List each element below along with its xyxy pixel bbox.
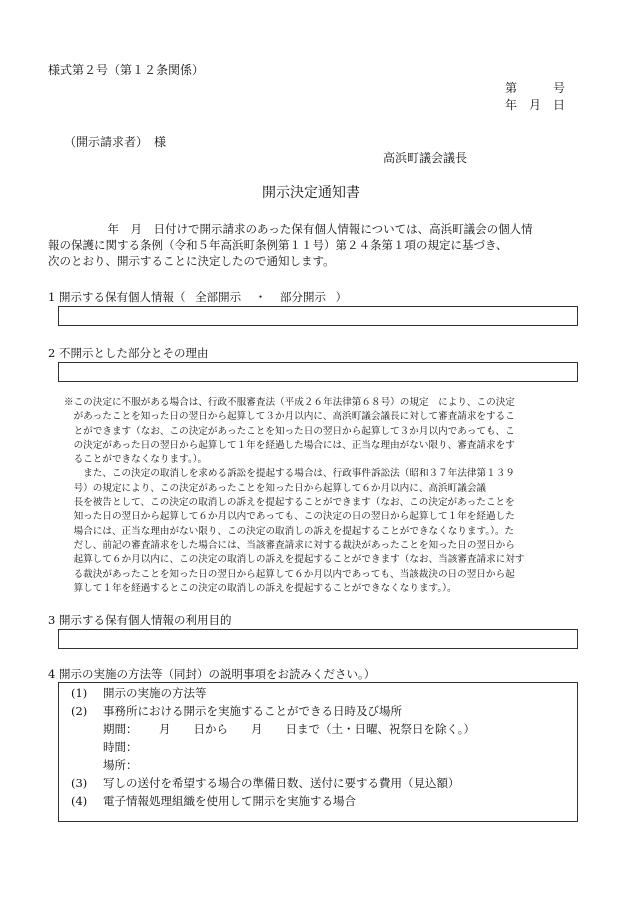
- period-label: 期間：: [103, 722, 138, 736]
- section-3-heading: 3 開示する保有個人情報の利用目的: [48, 613, 232, 627]
- period-text: 月 日から 月 日まで（土・日曜、祝祭日を除く。）: [159, 722, 476, 736]
- note-line: とができます（なお、この決定があったことを知った日の翌日から起算して３か月以内であっても、こ: [64, 425, 515, 437]
- addressee: （開示請求者） 様: [64, 135, 167, 149]
- intro-paragraph: [48, 221, 588, 269]
- note-line: る裁決があったことを知った日の翌日から起算して６か月以内であっても、当該裁決の日の翌日から起: [64, 568, 515, 580]
- item-3-number: (3): [71, 776, 88, 790]
- document-date: 年 月 日: [505, 98, 566, 112]
- option-partial-disclosure: 部分開示: [279, 290, 326, 304]
- disclosure-method-box: [58, 682, 578, 822]
- intro-line-1: 年 月 日付けで開示請求のあった保有個人情報については、高浜町議会の個人情: [96, 222, 533, 236]
- intro-line-2: 報の保護に関する条例（令和５年高浜町条例第１１号）第２４条第１項の規定に基づき、: [48, 238, 508, 252]
- document-title: 開示決定通知書: [262, 185, 360, 201]
- usage-purpose-field[interactable]: [58, 629, 578, 649]
- note-line: があったことを知った日の翌日から起算して３か月以内に、高浜町議会議長に対して審査請求をするこ: [64, 411, 515, 423]
- item-1-text: 開示の実施の方法等: [103, 686, 207, 700]
- note-line: 長を被告として、この決定の取消しの訴えを提起することができます（なお、この決定があったことを: [64, 497, 515, 509]
- place-label: 場所：: [103, 758, 138, 772]
- item-4-text: 電子情報処理組織を使用して開示を実施する場合: [103, 794, 356, 808]
- note-line: の決定があった日の翌日から起算して１年を経過した場合には、正当な理由がない限り、審査請求をす: [64, 439, 515, 451]
- section-1-heading: [48, 289, 347, 305]
- note-line: 号）の規定により、この決定があったことを知った日から起算して６か月以内に、高浜町議会議: [64, 482, 487, 494]
- item-2-text: 事務所における開示を実施することができる日時及び場所: [103, 704, 402, 718]
- item-2-number: (2): [71, 704, 88, 718]
- intro-line-3: 次のとおり、開示することに決定したので通知します。: [48, 254, 335, 268]
- section-2-heading: 2 不開示とした部分とその理由: [48, 346, 209, 360]
- item-1-number: (1): [71, 686, 88, 700]
- option-full-disclosure: 全部開示: [195, 290, 242, 304]
- option-separator: ・: [254, 290, 267, 304]
- time-label: 時間：: [103, 740, 138, 754]
- note-line: 場合には、正当な理由がない限り、この決定の取消しの訴えを提起することができなくなります。）。た: [64, 525, 515, 537]
- nondisclosure-reason-field[interactable]: [58, 362, 578, 382]
- section-1-label: 1 開示する保有個人情報（: [48, 290, 186, 304]
- document-number: 第 号: [505, 81, 566, 95]
- form-label: 様式第２号（第１２条関係）: [48, 63, 205, 77]
- section-4-heading: 4 開示の実施の方法等（同封）の説明事項をお読みください。）: [48, 667, 376, 681]
- note-line: 算して１年を経過するとこの決定の取消しの訴えを提起することができなくなります。）。: [64, 582, 457, 594]
- item-3-text: 写しの送付を希望する場合の準備日数、送付に要する費用（見込額）: [103, 776, 460, 790]
- note-line: だし、前記の審査請求をした場合には、当該審査請求に対する裁決があったことを知った日の翌日から: [64, 539, 515, 551]
- section-1-close: ）: [335, 290, 348, 304]
- item-4-number: (4): [71, 794, 88, 808]
- note-line: 起算して６か月以内に、この決定の取消しの訴えを提起することができます（なお、当該審査請求に対す: [64, 554, 525, 566]
- appeal-notes: [64, 396, 582, 596]
- note-line: ※この決定に不服がある場合は、行政不服審査法（平成２６年法律第６８号）の規定 により、この決定: [64, 397, 515, 408]
- note-line: ることができなくなります。）。: [64, 454, 208, 466]
- disclosed-info-field[interactable]: [58, 306, 578, 326]
- note-line: また、この決定の取消しを求める訴訟を提起する場合は、行政事件訴訟法（昭和３７年法律第１３９: [64, 468, 515, 480]
- issuer: 高浜町議会議長: [383, 151, 468, 165]
- note-line: 知った日の翌日から起算して６か月以内であっても、この決定の日の翌日から起算して１年を経過した: [64, 511, 515, 523]
